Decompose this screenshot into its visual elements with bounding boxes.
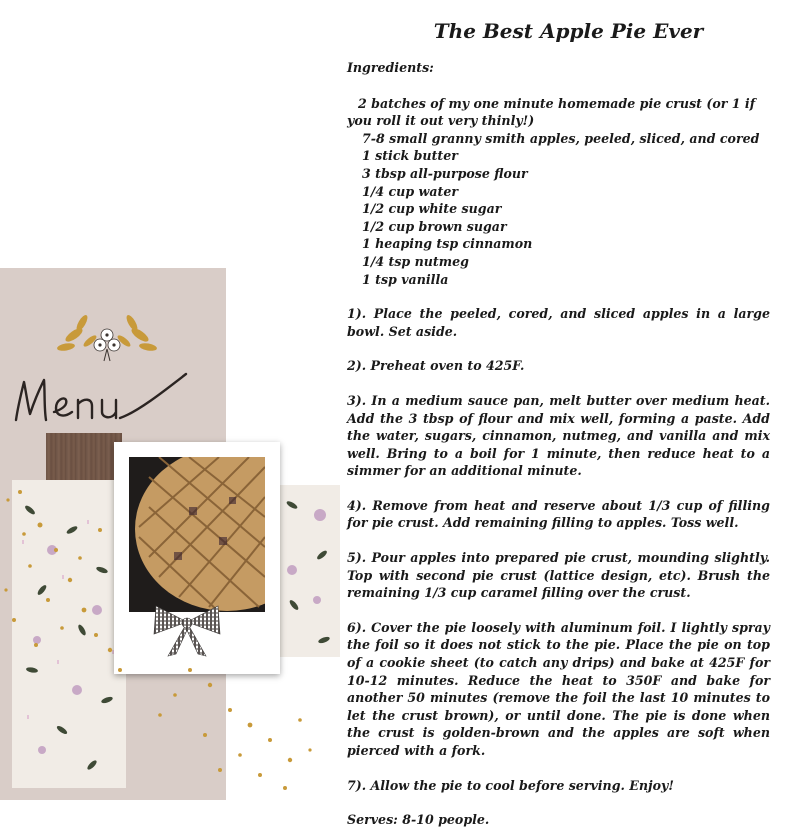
recipe-step-7: 7). Allow the pie to cool before serving. Enjoy! (347, 777, 674, 793)
scrapbook-collage (0, 0, 340, 800)
menu-heading (8, 368, 198, 430)
ingredient-item: 1/2 cup white sugar (362, 201, 502, 217)
bow-icon (150, 600, 224, 658)
ingredients-label: Ingredients: (347, 60, 434, 75)
floral-paper-left (12, 480, 126, 788)
recipe (347, 18, 770, 829)
ingredient-item: 3 tbsp all-purpose flour (362, 165, 528, 181)
ingredient-item: 1/4 cup water (362, 183, 458, 199)
recipe-step-5: 5). Pour apples into prepared pie crust, mounding slightly. Top with second pie crust (lattice design, etc). Brush the remaining 1/3 cup caramel filling over the crust. (347, 550, 770, 601)
recipe-step-1: 1). Place the peeled, cored, and sliced apples in a large bowl. Set aside. (347, 306, 770, 339)
recipe-step-3: 3). In a medium sauce pan, melt butter over medium heat. Add the 3 tbsp of flour and mix well, forming a paste. Add the water, sugars, cinnamon, nutmeg, and vanilla and mix well. Bring to a boil for 1 minute, then reduce heat to a simmer for an additional minute. (347, 392, 770, 479)
ingredient-item: 1 tsp vanilla (362, 271, 449, 287)
floral-sprig-icon (52, 305, 162, 365)
ingredient-item: 7-8 small granny smith apples, peeled, sliced, and cored (362, 130, 760, 146)
recipe-title: The Best Apple Pie Ever (433, 19, 704, 43)
ingredient-item: 1 heaping tsp cinnamon (362, 236, 533, 252)
serves-note: Serves: 8-10 people. (347, 812, 490, 828)
recipe-step-4: 4). Remove from heat and reserve about 1/3 cup of filling for pie crust. Add remaining filling to apples. Toss well. (347, 497, 770, 531)
ingredient-item: 1 stick butter (362, 148, 458, 164)
ingredients-list (347, 130, 770, 288)
apple-pie-photo (129, 457, 265, 612)
ingredient-item: 1/4 tsp nutmeg (362, 253, 469, 269)
ingredient-item: 1/2 cup brown sugar (362, 218, 507, 234)
ingredient-item: 2 batches of my one minute homemade pie crust (or 1 if you roll it out very thinly!) (347, 95, 756, 129)
recipe-step-2: 2). Preheat oven to 425F. (347, 358, 525, 374)
recipe-step-6: 6). Cover the pie loosely with aluminum foil. I lightly spray the foil so it does not stick to the pie. Place the pie on top of a cookie sheet (to catch any drips) and bake at 425F for 10-12 minutes. Reduce the heat to 350F and bake for another 50 minutes (remove the foil the last 10 minutes to let the crust brown), or until done. The pie is done when the crust is golden-brown and the apples are soft when pierced with a fork. (347, 619, 770, 758)
floral-paper-right (272, 485, 340, 657)
